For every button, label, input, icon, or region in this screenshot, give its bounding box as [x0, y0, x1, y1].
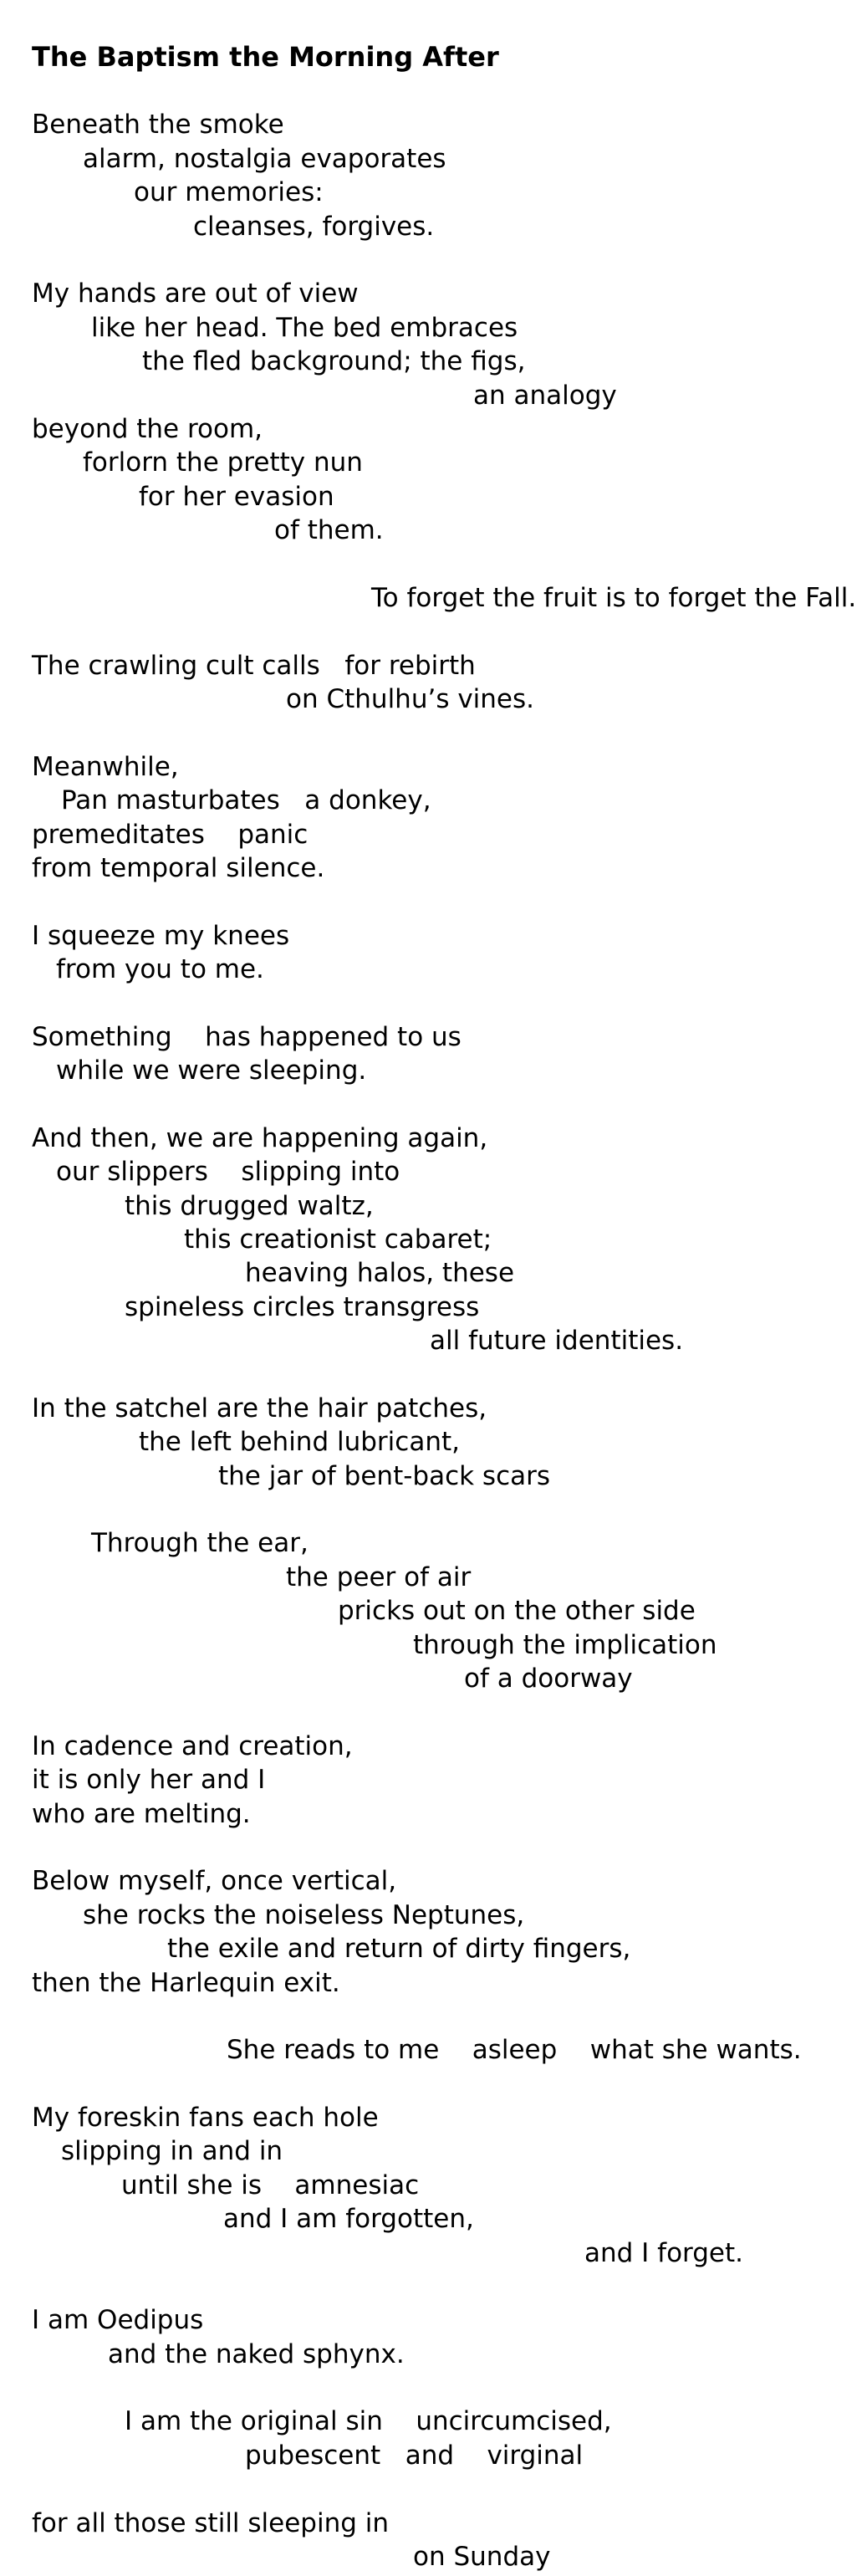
- poem-line: The crawling cult calls for rebirth: [32, 651, 476, 681]
- poem-line: and I forget.: [584, 2238, 744, 2268]
- poem-line: like her head. The bed embraces: [91, 313, 518, 343]
- poem-line: from you to me.: [56, 954, 264, 984]
- poem-line: pricks out on the other side: [338, 1596, 696, 1626]
- poem-line: Something has happened to us: [32, 1022, 462, 1052]
- poem-line: premeditates panic: [32, 820, 309, 850]
- poem-line: I am Oedipus: [32, 2305, 204, 2335]
- poem-line: then the Harlequin exit.: [32, 1968, 340, 1998]
- poem-line: forlorn the pretty nun: [83, 447, 363, 478]
- poem-line: And then, we are happening again,: [32, 1123, 488, 1153]
- poem-line: the fled background; the figs,: [142, 346, 526, 376]
- poem-line: through the implication: [413, 1630, 717, 1660]
- poem-line: In cadence and creation,: [32, 1731, 353, 1761]
- poem-line: slipping in and in: [61, 2136, 283, 2166]
- poem-line: our slippers slipping into: [56, 1157, 400, 1187]
- poem-line: pubescent and virginal: [245, 2441, 584, 2471]
- poem-line: who are melting.: [32, 1799, 251, 1829]
- poem-line: My foreskin fans each hole: [32, 2103, 379, 2133]
- poem-line: all future identities.: [430, 1326, 684, 1356]
- poem-line: on Sunday: [413, 2542, 551, 2572]
- poem-line: the left behind lubricant,: [139, 1427, 460, 1457]
- poem-line: until she is amnesiac: [121, 2170, 420, 2200]
- poem-line: our memories:: [134, 177, 324, 207]
- poem-line: Beneath the smoke: [32, 110, 284, 140]
- poem-line: for all those still sleeping in: [32, 2508, 390, 2538]
- poem-title: The Baptism the Morning After: [32, 41, 499, 73]
- poem-line: spineless circles transgress: [125, 1292, 480, 1322]
- poem-line: the jar of bent-back scars: [218, 1461, 551, 1491]
- poem-line: for her evasion: [139, 482, 334, 512]
- poem-line: this drugged waltz,: [125, 1191, 374, 1221]
- poem-line: She reads to me asleep what she wants.: [227, 2035, 802, 2065]
- poem-line: cleanses, forgives.: [193, 212, 435, 242]
- poem-line: from temporal silence.: [32, 853, 325, 883]
- poem-line: Pan masturbates a donkey,: [61, 785, 431, 815]
- poem-line: of a doorway: [464, 1664, 633, 1694]
- poem-line: and the naked sphynx.: [108, 2339, 405, 2369]
- poem-line: the peer of air: [286, 1562, 472, 1592]
- poem-line: this creationist cabaret;: [184, 1224, 492, 1255]
- poem-line: I squeeze my knees: [32, 921, 290, 951]
- poem-line: it is only her and I: [32, 1765, 266, 1795]
- poem-line: My hands are out of view: [32, 279, 359, 309]
- poem-line: while we were sleeping.: [56, 1055, 367, 1086]
- poem-line: of them.: [274, 515, 384, 545]
- poem-line: Meanwhile,: [32, 752, 179, 782]
- poem-line: an analogy: [473, 381, 617, 411]
- poem-line: beyond the room,: [32, 414, 263, 444]
- poem-line: alarm, nostalgia evaporates: [83, 144, 446, 174]
- poem-line: To forget the fruit is to forget the Fall.: [371, 583, 857, 613]
- poem-line: she rocks the noiseless Neptunes,: [83, 1900, 525, 1930]
- poem-line: I am the original sin uncircumcised,: [125, 2406, 612, 2436]
- poem-line: Through the ear,: [91, 1528, 309, 1558]
- poem-line: the exile and return of dirty fingers,: [167, 1934, 631, 1964]
- poem-line: Below myself, once vertical,: [32, 1866, 397, 1896]
- poem-line: on Cthulhu’s vines.: [286, 684, 535, 714]
- poem-line: and I am forgotten,: [223, 2204, 474, 2234]
- poem-line: In the satchel are the hair patches,: [32, 1393, 487, 1423]
- poem-line: heaving halos, these: [245, 1258, 515, 1288]
